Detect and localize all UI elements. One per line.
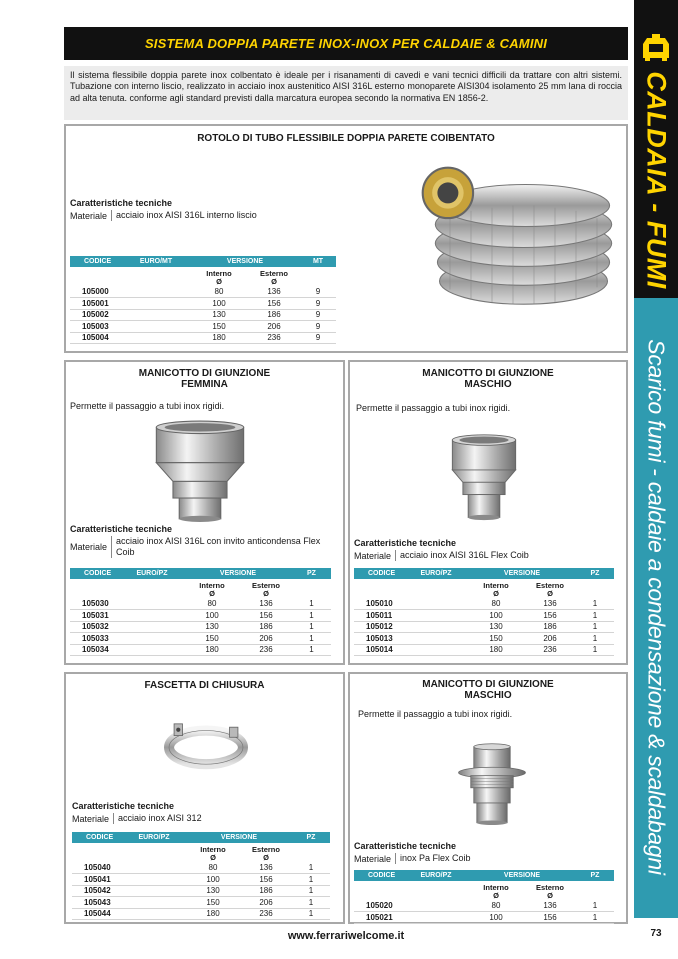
esterno-diameter: 156 (240, 610, 292, 622)
quantity: 1 (292, 897, 330, 909)
version-subheader-row (354, 881, 614, 900)
material-label: Materiale (354, 550, 392, 561)
interno-diameter: 80 (468, 900, 524, 912)
col-header-qty: PZ (292, 568, 331, 579)
product-code: 105020 (354, 900, 404, 912)
price-cell (404, 610, 468, 622)
quantity: 1 (576, 621, 614, 633)
product-title: ROTOLO DI TUBO FLESSIBILE DOPPIA PARETE COIBENTATO (197, 133, 495, 144)
quantity: 1 (292, 621, 331, 633)
price-cell (120, 598, 184, 610)
quantity: 1 (292, 862, 330, 874)
tech-heading: Caratteristiche tecniche (70, 524, 173, 534)
esterno-diameter: 206 (240, 897, 292, 909)
subheader-esterno: Esterno Ø (536, 883, 564, 900)
interno-diameter: 150 (186, 897, 240, 909)
quantity: 1 (292, 610, 331, 622)
tech-heading: Caratteristiche tecniche (70, 198, 173, 208)
spec-table (70, 568, 331, 656)
material-value: acciaio inox AISI 316L con invito anticondensa Flex Coib (111, 536, 321, 558)
product-description: Permette il passaggio a tubi inox rigidi. (356, 403, 511, 413)
material-label: Materiale (354, 853, 392, 864)
col-header-code: CODICE (354, 568, 404, 579)
col-header-qty: MT (300, 256, 336, 267)
side-band (634, 0, 678, 959)
closing-clamp-image (164, 716, 248, 772)
table-row (354, 644, 614, 656)
esterno-diameter: 136 (248, 286, 300, 298)
product-panel-manicotto-maschio (348, 360, 628, 665)
material-row (354, 853, 471, 864)
price-cell (122, 862, 186, 874)
product-code: 105031 (70, 610, 120, 622)
col-header-price: EURO/PZ (404, 870, 468, 881)
table-row (70, 598, 331, 610)
esterno-diameter: 236 (240, 908, 292, 920)
product-code: 105021 (354, 912, 404, 924)
esterno-diameter: 186 (240, 621, 292, 633)
interno-diameter: 100 (184, 610, 240, 622)
esterno-diameter: 156 (524, 610, 576, 622)
subheader-interno: Interno Ø (199, 581, 225, 598)
product-code: 105000 (70, 286, 122, 298)
table-row (354, 621, 614, 633)
version-subheader-row (72, 843, 330, 862)
quantity: 1 (576, 598, 614, 610)
price-cell (120, 633, 184, 645)
female-coupling-image (148, 417, 252, 525)
table-row (354, 633, 614, 645)
quantity: 1 (292, 885, 330, 897)
col-header-code: CODICE (354, 870, 404, 881)
esterno-diameter: 136 (240, 598, 292, 610)
interno-diameter: 130 (184, 621, 240, 633)
price-cell (122, 321, 190, 333)
quantity: 1 (576, 644, 614, 656)
price-cell (120, 621, 184, 633)
product-panel-manicotto-femmina (64, 360, 345, 665)
interno-diameter: 150 (184, 633, 240, 645)
price-cell (404, 900, 468, 912)
material-row (354, 550, 529, 561)
esterno-diameter: 136 (524, 900, 576, 912)
price-cell (122, 874, 186, 886)
product-code: 105011 (354, 610, 404, 622)
material-label: Materiale (70, 210, 108, 221)
product-panel-rotolo (64, 124, 628, 353)
product-code: 105033 (70, 633, 120, 645)
table-row (70, 332, 336, 344)
material-value: acciaio inox AISI 316L Flex Coib (395, 550, 529, 561)
interno-diameter: 150 (190, 321, 248, 333)
product-description: Permette il passaggio a tubi inox rigidi. (70, 401, 225, 411)
material-row (72, 813, 202, 824)
col-header-price: EURO/PZ (122, 832, 186, 843)
spec-table (70, 256, 336, 344)
material-value: acciaio inox AISI 316L interno liscio (111, 210, 257, 221)
product-code: 105032 (70, 621, 120, 633)
esterno-diameter: 156 (240, 874, 292, 886)
col-header-price: EURO/MT (122, 256, 190, 267)
table-row (354, 912, 614, 924)
price-cell (404, 912, 468, 924)
price-cell (122, 332, 190, 344)
material-row (70, 536, 321, 558)
price-cell (404, 598, 468, 610)
esterno-diameter: 236 (524, 644, 576, 656)
material-value: inox Pa Flex Coib (395, 853, 471, 864)
product-description: Permette il passaggio a tubi inox rigidi. (358, 709, 513, 719)
col-header-code: CODICE (72, 832, 122, 843)
table-row (354, 900, 614, 912)
esterno-diameter: 206 (248, 321, 300, 333)
tech-heading: Caratteristiche tecniche (72, 801, 175, 811)
esterno-diameter: 186 (240, 885, 292, 897)
subheader-interno: Interno Ø (206, 269, 232, 286)
col-header-qty: PZ (292, 832, 330, 843)
product-code: 105034 (70, 644, 120, 656)
esterno-diameter: 186 (524, 621, 576, 633)
esterno-diameter: 186 (248, 309, 300, 321)
product-code: 105042 (72, 885, 122, 897)
interno-diameter: 180 (186, 908, 240, 920)
quantity: 1 (576, 610, 614, 622)
male-coupling-pa-image (454, 734, 530, 834)
intro-text: Il sistema flessibile doppia parete inox colbentato è ideale per i risanamenti di cavedi e vani tecnici difficili da trattare con altri sistemi. Tubazione con interno liscio, realizzato in acciaio inox austenitico AISI 316L esterno monoparete AISI304 isolamento 25 mm lana di roccia ad alta tenuta. conforme agli standard previsti dalla marcatura europea secondo la normativa EN 1856-2. (64, 66, 628, 120)
product-code: 105001 (70, 298, 122, 310)
subheader-interno: Interno Ø (483, 581, 509, 598)
price-cell (404, 644, 468, 656)
subheader-interno: Interno Ø (483, 883, 509, 900)
esterno-diameter: 156 (248, 298, 300, 310)
interno-diameter: 80 (184, 598, 240, 610)
subheader-esterno: Esterno Ø (260, 269, 288, 286)
esterno-diameter: 156 (524, 912, 576, 924)
subheader-interno: Interno Ø (200, 845, 226, 862)
interno-diameter: 80 (190, 286, 248, 298)
interno-diameter: 130 (468, 621, 524, 633)
interno-diameter: 80 (186, 862, 240, 874)
spec-table (72, 832, 330, 920)
interno-diameter: 130 (190, 309, 248, 321)
esterno-diameter: 136 (524, 598, 576, 610)
price-cell (120, 610, 184, 622)
quantity: 9 (300, 309, 336, 321)
male-coupling-image (440, 430, 528, 524)
table-row (70, 644, 331, 656)
quantity: 1 (292, 908, 330, 920)
material-label: Materiale (72, 813, 110, 824)
product-code: 105002 (70, 309, 122, 321)
table-row (72, 862, 330, 874)
table-row (70, 309, 336, 321)
product-code: 105013 (354, 633, 404, 645)
interno-diameter: 100 (468, 610, 524, 622)
interno-diameter: 100 (190, 298, 248, 310)
product-code: 105030 (70, 598, 120, 610)
price-cell (122, 309, 190, 321)
interno-diameter: 100 (186, 874, 240, 886)
tech-heading: Caratteristiche tecniche (354, 841, 457, 851)
interno-diameter: 80 (468, 598, 524, 610)
product-code: 105003 (70, 321, 122, 333)
quantity: 9 (300, 298, 336, 310)
esterno-diameter: 136 (240, 862, 292, 874)
quantity: 1 (292, 633, 331, 645)
table-row (70, 621, 331, 633)
quantity: 1 (576, 912, 614, 924)
subheader-esterno: Esterno Ø (252, 581, 280, 598)
price-cell (122, 885, 186, 897)
price-cell (122, 298, 190, 310)
quantity: 9 (300, 286, 336, 298)
product-title: MANICOTTO DI GIUNZIONE FEMMINA (138, 368, 271, 390)
interno-diameter: 100 (468, 912, 524, 924)
table-row (354, 598, 614, 610)
col-header-version: VERSIONE (468, 870, 576, 881)
material-label: Materiale (70, 542, 108, 552)
esterno-diameter: 206 (524, 633, 576, 645)
quantity: 1 (292, 644, 331, 656)
product-code: 105041 (72, 874, 122, 886)
flexible-pipe-coil-image (408, 152, 618, 322)
product-code: 105004 (70, 332, 122, 344)
product-panel-fascetta (64, 672, 345, 924)
material-row (70, 210, 257, 221)
product-code: 105010 (354, 598, 404, 610)
col-header-price: EURO/PZ (120, 568, 184, 579)
quantity: 1 (576, 633, 614, 645)
col-header-version: VERSIONE (184, 568, 292, 579)
esterno-diameter: 236 (248, 332, 300, 344)
table-row (72, 874, 330, 886)
quantity: 1 (576, 900, 614, 912)
section-title: CALDAIA - FUMI (641, 71, 672, 289)
product-title: MANICOTTO DI GIUNZIONE MASCHIO (422, 679, 554, 701)
col-header-version: VERSIONE (468, 568, 576, 579)
price-cell (122, 286, 190, 298)
page-title: SISTEMA DOPPIA PARETE INOX-INOX PER CALDAIE & CAMINI (64, 27, 628, 60)
table-row (70, 286, 336, 298)
material-value: acciaio inox AISI 312 (113, 813, 202, 824)
col-header-price: EURO/PZ (404, 568, 468, 579)
esterno-diameter: 206 (240, 633, 292, 645)
col-header-qty: PZ (576, 870, 614, 881)
price-cell (404, 633, 468, 645)
table-row (72, 897, 330, 909)
table-row (70, 298, 336, 310)
price-cell (120, 644, 184, 656)
interno-diameter: 150 (468, 633, 524, 645)
product-code: 105044 (72, 908, 122, 920)
tech-heading: Caratteristiche tecniche (354, 538, 457, 548)
table-row (70, 321, 336, 333)
website-link[interactable]: www.ferrariwelcome.it (287, 930, 405, 942)
product-title: FASCETTA DI CHIUSURA (144, 680, 265, 691)
product-code: 105012 (354, 621, 404, 633)
interno-diameter: 130 (186, 885, 240, 897)
product-code: 105040 (72, 862, 122, 874)
section-subtitle: Scarico fumi - caldaie a condensazione & scaldabagni (643, 339, 670, 875)
spec-table (354, 568, 614, 656)
quantity: 1 (292, 874, 330, 886)
subheader-esterno: Esterno Ø (252, 845, 280, 862)
quantity: 9 (300, 321, 336, 333)
boiler-logo-icon (641, 34, 671, 62)
table-row (72, 908, 330, 920)
price-cell (404, 621, 468, 633)
subheader-esterno: Esterno Ø (536, 581, 564, 598)
esterno-diameter: 236 (240, 644, 292, 656)
col-header-code: CODICE (70, 256, 122, 267)
quantity: 1 (292, 598, 331, 610)
interno-diameter: 180 (190, 332, 248, 344)
page-number: 73 (650, 928, 662, 939)
price-cell (122, 897, 186, 909)
interno-diameter: 180 (468, 644, 524, 656)
table-row (70, 610, 331, 622)
product-panel-manicotto-maschio-pa (348, 672, 628, 924)
version-subheader-row (354, 579, 614, 598)
quantity: 9 (300, 332, 336, 344)
table-row (70, 633, 331, 645)
version-subheader-row (70, 579, 331, 598)
table-row (354, 610, 614, 622)
price-cell (122, 908, 186, 920)
spec-table (354, 870, 614, 924)
interno-diameter: 180 (184, 644, 240, 656)
col-header-code: CODICE (70, 568, 120, 579)
col-header-qty: PZ (576, 568, 614, 579)
version-subheader-row (70, 267, 336, 286)
col-header-version: VERSIONE (186, 832, 292, 843)
col-header-version: VERSIONE (190, 256, 300, 267)
product-title: MANICOTTO DI GIUNZIONE MASCHIO (422, 368, 554, 390)
product-code: 105014 (354, 644, 404, 656)
product-code: 105043 (72, 897, 122, 909)
table-row (72, 885, 330, 897)
